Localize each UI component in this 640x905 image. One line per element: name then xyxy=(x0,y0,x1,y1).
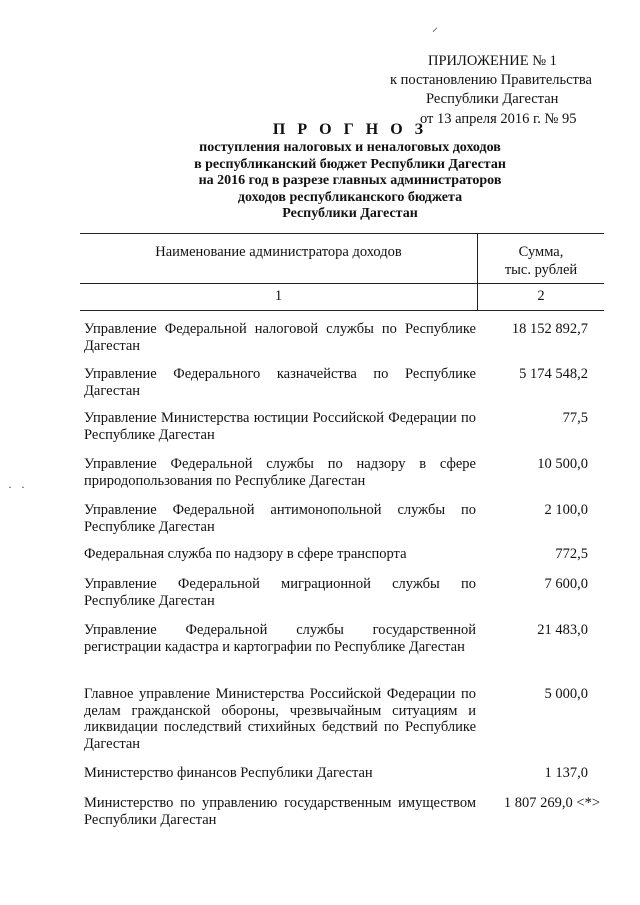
column-number: 1 xyxy=(274,288,283,304)
administrator-name: Управление Федеральной службы по надзору в сфере природопользования по Республике Дагестан xyxy=(84,456,476,489)
administrator-name: Министерство по управлению государственным имуществом Республики Дагестан xyxy=(84,795,476,828)
header-sum-line: тыс. рублей xyxy=(504,262,578,278)
appendix-line: Республики Дагестан xyxy=(426,91,559,107)
administrator-name: Управление Федеральной миграционной службы по Республике Дагестан xyxy=(84,576,476,609)
title-line: на 2016 год в разрезе главных администраторов xyxy=(198,173,502,189)
amount: 1 807 269,0 <*> xyxy=(503,795,600,811)
administrator-name: Управление Федеральной налоговой службы по Республике Дагестан xyxy=(84,321,476,354)
administrator-name: Главное управление Министерства Российской Федерации по делам гражданской обороны, чрезвычайным ситуациям и ликвидации последствий стихийных бедствий по Республике Дагестан xyxy=(84,686,476,752)
administrator-name: Федеральная служба по надзору в сфере транспорта xyxy=(84,546,407,562)
amount: 5 000,0 xyxy=(544,686,588,702)
scan-mark: ⸝ xyxy=(432,20,439,34)
appendix-line: к постановлению Правительства xyxy=(390,72,592,88)
header-sum xyxy=(478,243,604,279)
title-main: П Р О Г Н О З xyxy=(272,121,428,138)
header-sum-line: Сумма, xyxy=(518,244,564,260)
amount: 772,5 xyxy=(555,546,588,562)
table-rule-numbers xyxy=(80,310,604,311)
title-line: поступления налоговых и неналоговых доходов xyxy=(199,140,501,155)
amount: 2 100,0 xyxy=(544,502,588,518)
amount: 18 152 892,7 xyxy=(511,321,588,337)
amount: 5 174 548,2 xyxy=(519,366,588,382)
administrator-name: Управление Федерального казначейства по Республике Дагестан xyxy=(84,366,476,399)
amount: 21 483,0 xyxy=(537,622,588,638)
appendix-line: ПРИЛОЖЕНИЕ № 1 xyxy=(428,53,557,69)
administrator-name: Министерство финансов Республики Дагестан xyxy=(84,765,373,781)
appendix-line: от 13 апреля 2016 г. № 95 xyxy=(420,111,577,127)
title-line: доходов республиканского бюджета xyxy=(237,189,463,205)
amount: 7 600,0 xyxy=(544,576,588,592)
administrator-name: Управление Федеральной антимонопольной службы по Республике Дагестан xyxy=(84,502,476,535)
title-line: в республиканский бюджет Республики Дагестан xyxy=(194,156,506,172)
document-title xyxy=(150,120,550,223)
table-rule-header xyxy=(80,283,604,284)
amount: 10 500,0 xyxy=(537,456,588,472)
administrator-name: Управление Федеральной службы государственной регистрации кадастра и картографии по Республике Дагестан xyxy=(84,622,476,655)
column-number: 2 xyxy=(537,288,545,304)
header-name: Наименование администратора доходов xyxy=(155,244,402,260)
title-line: Республики Дагестан xyxy=(282,206,418,222)
amount: 1 137,0 xyxy=(544,765,588,781)
administrator-name: Управление Министерства юстиции Российской Федерации по Республике Дагестан xyxy=(84,410,476,443)
scan-mark: · · xyxy=(8,480,28,494)
table-rule-top xyxy=(80,233,604,234)
amount: 77,5 xyxy=(562,410,588,426)
